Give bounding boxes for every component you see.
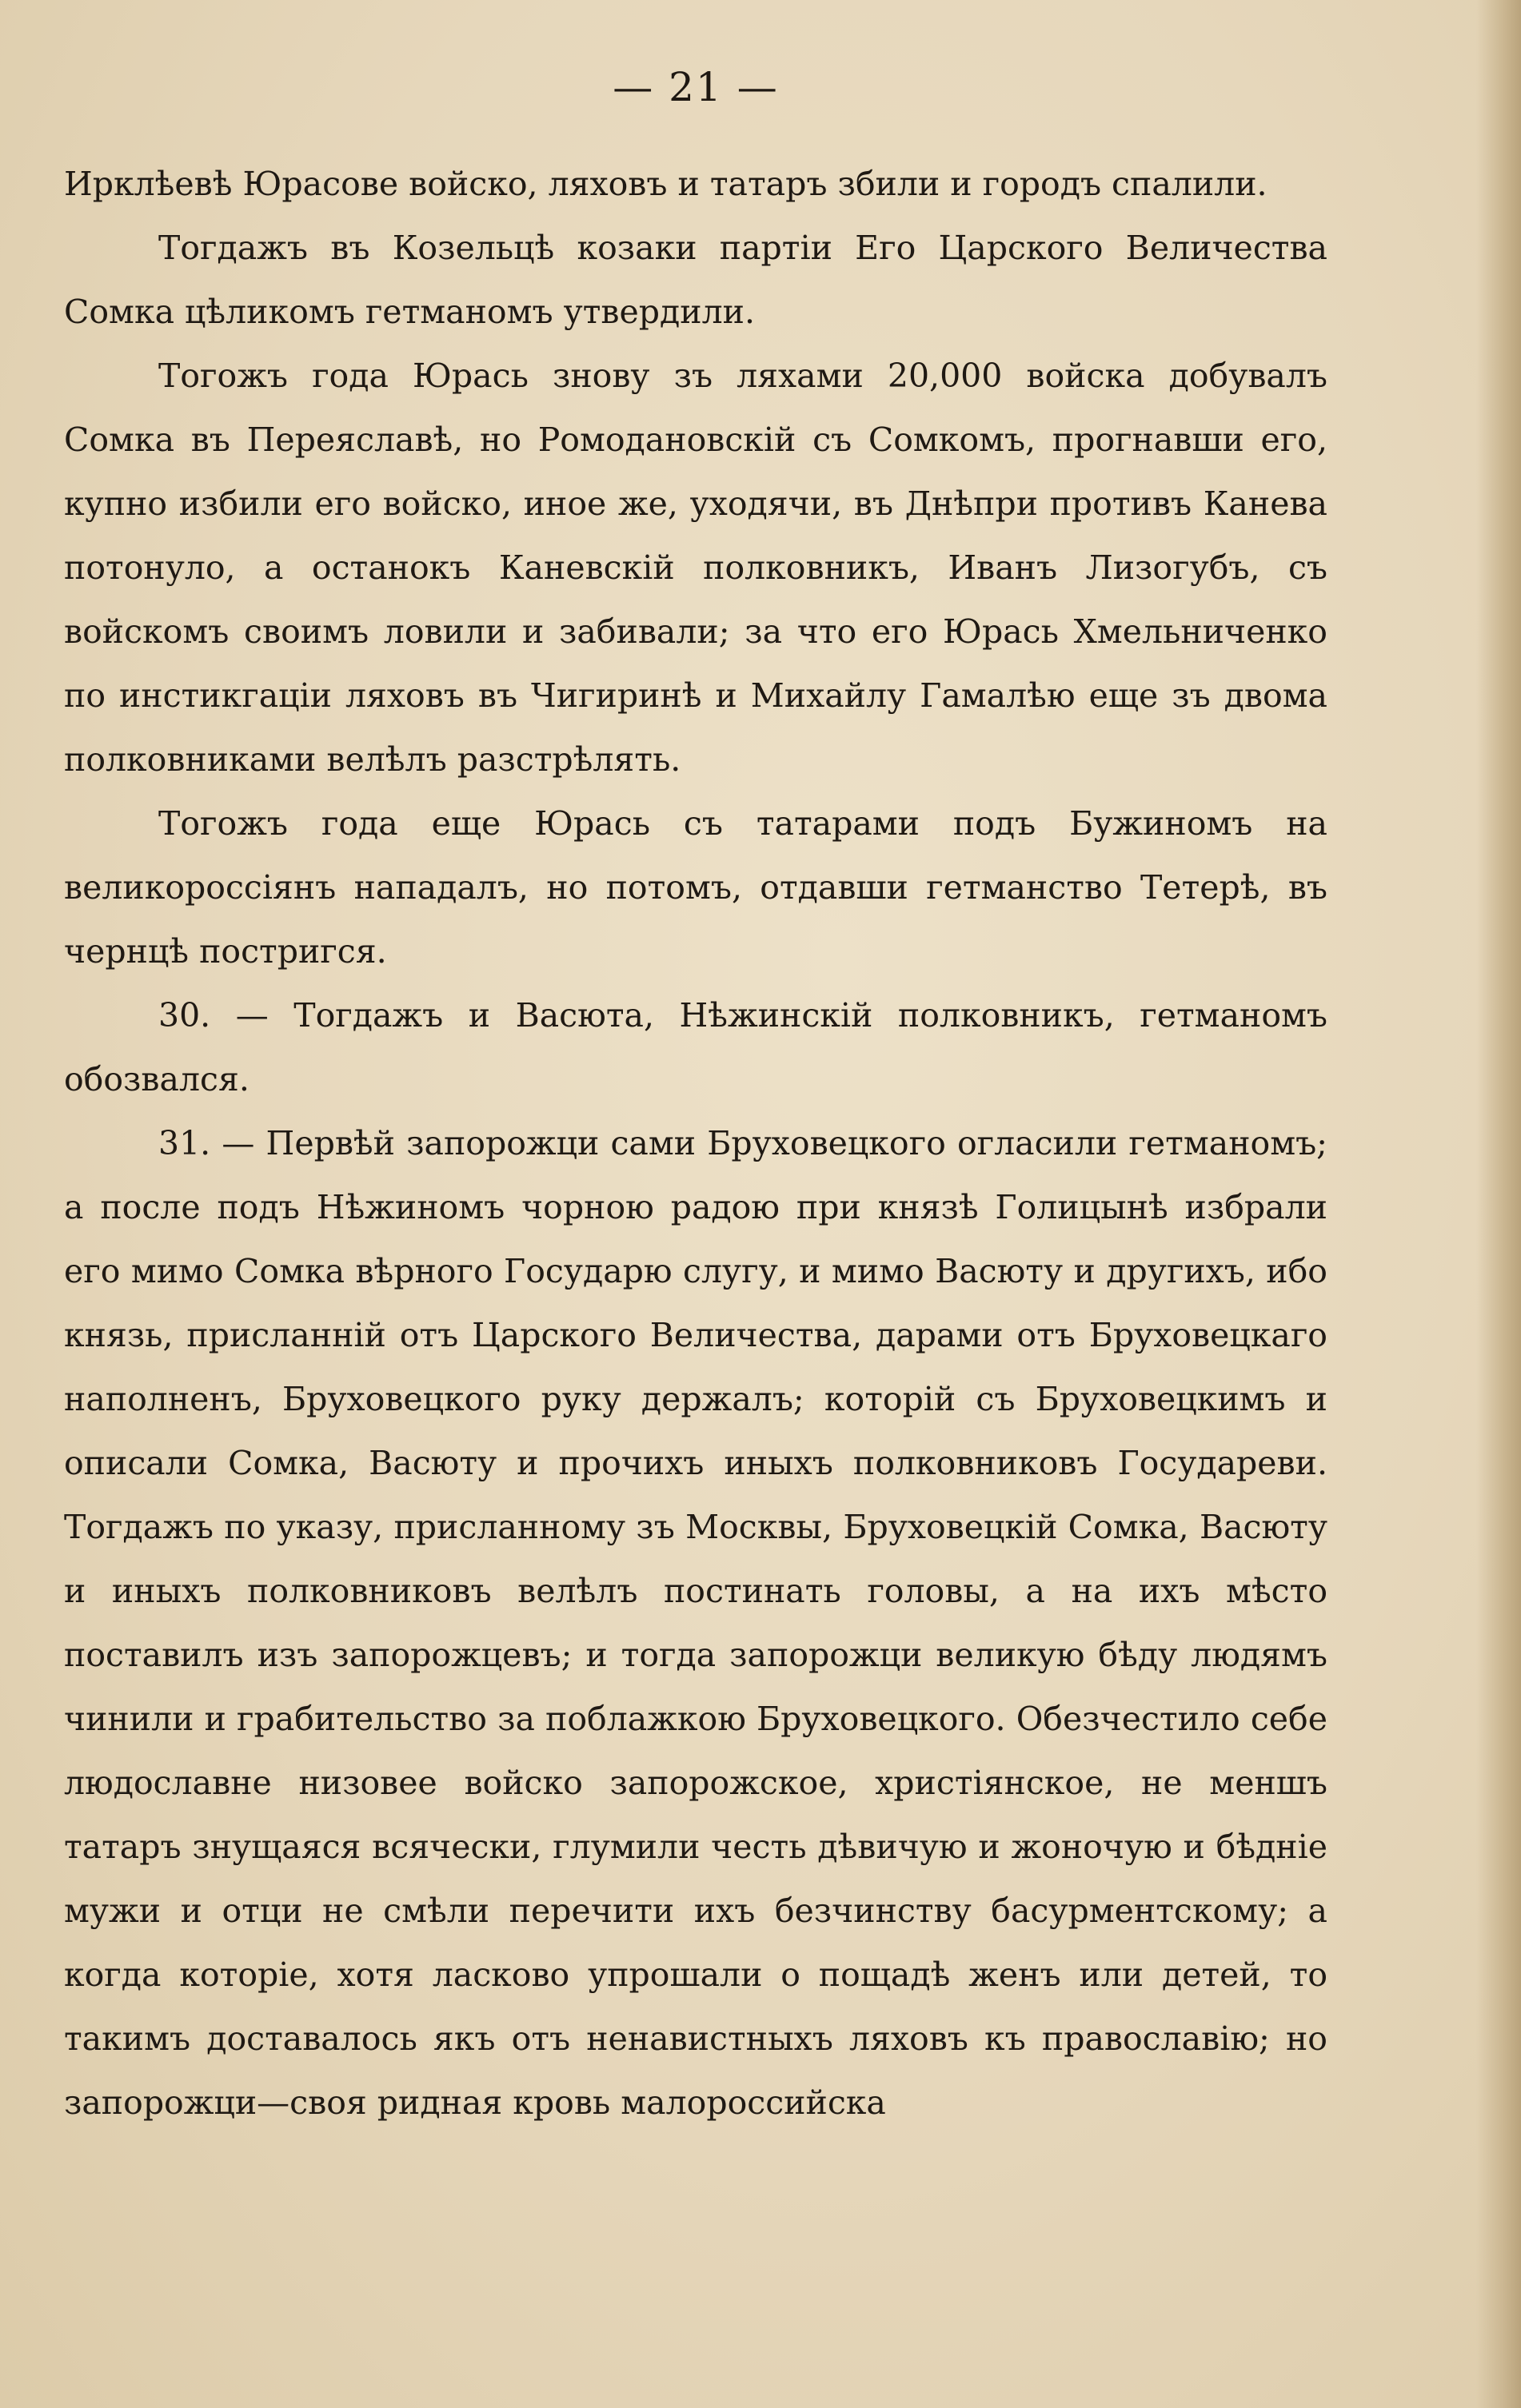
paragraph-4: Тогожъ года еще Юрась съ татарами подъ Бужиномъ на великороссіянъ нападалъ, но потомъ, отдавши гетманство Тетерѣ, въ чернцѣ постригся. (64, 804, 1327, 971)
paragraph-1: Ирклѣевѣ Юрасове войско, ляховъ и татаръ збили и городъ спалили. (64, 165, 1268, 203)
page-spine-shadow (1476, 0, 1521, 2408)
paragraph-3: Тогожъ года Юрась знову зъ ляхами 20,000 войска добувалъ Сомка въ Переяславѣ, но Ромодановскій съ Сомкомъ, прогнавши его, купно избили его войско, иное же, уходячи, въ Днѣпри противъ Канева потонуло, а останокъ Каневскій полковникъ, Иванъ Лизогубъ, съ войскомъ своимъ ловили и забивали; за что его Юрась Хмельниченко по инстикгаціи ляховъ въ Чигиринѣ и Михайлу Гамалѣю еще зъ двома полковниками велѣлъ разстрѣлять. (64, 357, 1327, 779)
paragraph-6: 31. — Первѣй запорожци сами Бруховецкого огласили гетманомъ; а после подъ Нѣжиномъ чорною радою при князѣ Голицынѣ избрали его мимо Сомка вѣрного Государю слугу, и мимо Васюту и другихъ, ибо князь, присланній отъ Царского Величества, дарами отъ Бруховецкаго наполненъ, Бруховецкого руку держалъ; которій съ Бруховецкимъ и описали Сомка, Васюту и прочихъ иныхъ полковниковъ Государеви. Тогдажъ по указу, присланному зъ Москвы, Бруховецкій Сомка, Васюту и иныхъ полковниковъ велѣлъ постинать головы, а на ихъ мѣсто поставилъ изъ запорожцевъ; и тогда запорожци великую бѣду людямъ чинили и грабительство за поблажкою Бруховецкого. Обезчестило себе людославне низовее войско запорожское, христіянское, не меншъ татаръ знущаяся всячески, глумили честь дѣвичую и жоночую и бѣдніе мужи и отци не смѣли перечити ихъ безчинству басурментскому; а когда которіе, хотя ласково упрошали о пощадѣ женъ или детей, то такимъ доставалось якъ отъ ненавистныхъ ляховъ къ православію; но запорожци—своя ридная кровь малороссийска (64, 1124, 1327, 2122)
page-number: — 21 — (613, 64, 779, 110)
body-text (64, 152, 1327, 2135)
paragraph-2: Тогдажъ въ Козельцѣ козаки партіи Его Царского Величества Сомка цѣликомъ гетманомъ утвердили. (64, 229, 1327, 331)
paragraph-5: 30. — Тогдажъ и Васюта, Нѣжинскій полковникъ, гетманомъ обозвался. (64, 996, 1327, 1098)
